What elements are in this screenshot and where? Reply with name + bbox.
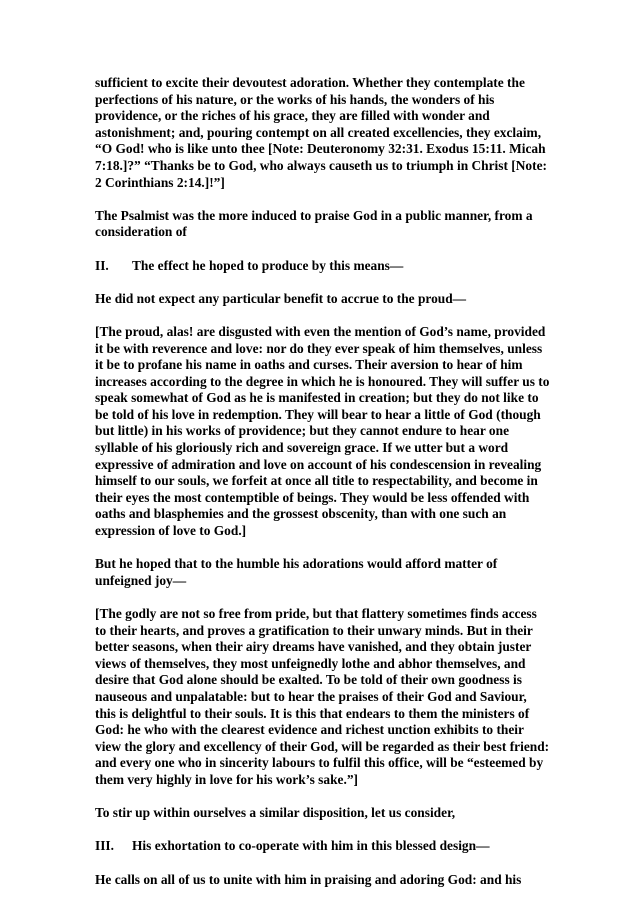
section-heading-3 (95, 838, 550, 855)
page-content (95, 75, 550, 905)
paragraph-5: But he hoped that to the humble his adorations would afford matter of unfeigned joy— (95, 556, 498, 588)
section-heading-2 (95, 258, 550, 275)
section-number: II. (95, 257, 109, 273)
paragraph-2: The Psalmist was the more induced to praise God in a public manner, from a consideration of (95, 207, 533, 240)
section-title: The effect he hoped to produce by this means— (132, 257, 404, 273)
paragraph-1: sufficient to excite their devoutest adoration. Whether they contemplate the perfections of his nature, or the works of his hands, the wonders of his providence, or the riches of his grace, they are filled with wonder and astonishment; and, pouring contempt on all created excellencies, they exclaim, “O God! who is like unto thee [Note: Deuteronomy 32:31. Exodus 15:11. Micah 7:18.]?” “Thanks be to God, who always causeth us to triumph in Christ [Note: 2 Corinthians 2:14.]!”] (95, 75, 547, 190)
paragraph-3: He did not expect any particular benefit to accrue to the proud— (95, 290, 467, 306)
section-title: His exhortation to co-operate with him in this blessed design— (132, 838, 490, 854)
paragraph-4: [The proud, alas! are disgusted with even the mention of God’s name, provided it be with reverence and love: nor do they ever speak of him themselves, unless it be to profane his name in oaths and curses. Their aversion to hear of him increases according to the degree in which he is honoured. They will suffer us to speak somewhat of God as he is manifested in creation; but they do not like to be told of his love in redemption. They will bear to hear a little of God (though but little) in his works of providence; but they cannot endure to hear one syllable of his gloriously rich and sovereign grace. If we utter but a word expressive of admiration and love on account of his condescension in revealing himself to our souls, we forfeit at once all title to respectability, and become in their eyes the most contemptible of beings. They would be less offended with oaths and blasphemies and the grossest obscenity, than with one such an expression of love to God.] (95, 323, 550, 539)
paragraph-7: To stir up within ourselves a similar disposition, let us consider, (95, 805, 456, 821)
paragraph-8: He calls on all of us to unite with him in praising and adoring God: and his (95, 871, 522, 887)
section-number: III. (95, 838, 114, 854)
paragraph-6: [The godly are not so free from pride, but that flattery sometimes finds access to their hearts, and proves a gratification to their unwary minds. But in their better seasons, when their airy dreams have vanished, and they obtain juster views of themselves, they most unfeignedly lothe and abhor themselves, and desire that God alone should be exalted. To be told of their own goodness is nauseous and unpalatable: but to hear the praises of their God and Saviour, this is delightful to their souls. It is this that endears to them the ministers of God: he who with the clearest evidence and richest unction exhibits to their view the glory and excellency of their God, will be regarded as their best friend: and every one who in sincerity labours to fulfil this office, will be “esteemed by them very highly in love for his work’s sake.”] (95, 606, 550, 787)
